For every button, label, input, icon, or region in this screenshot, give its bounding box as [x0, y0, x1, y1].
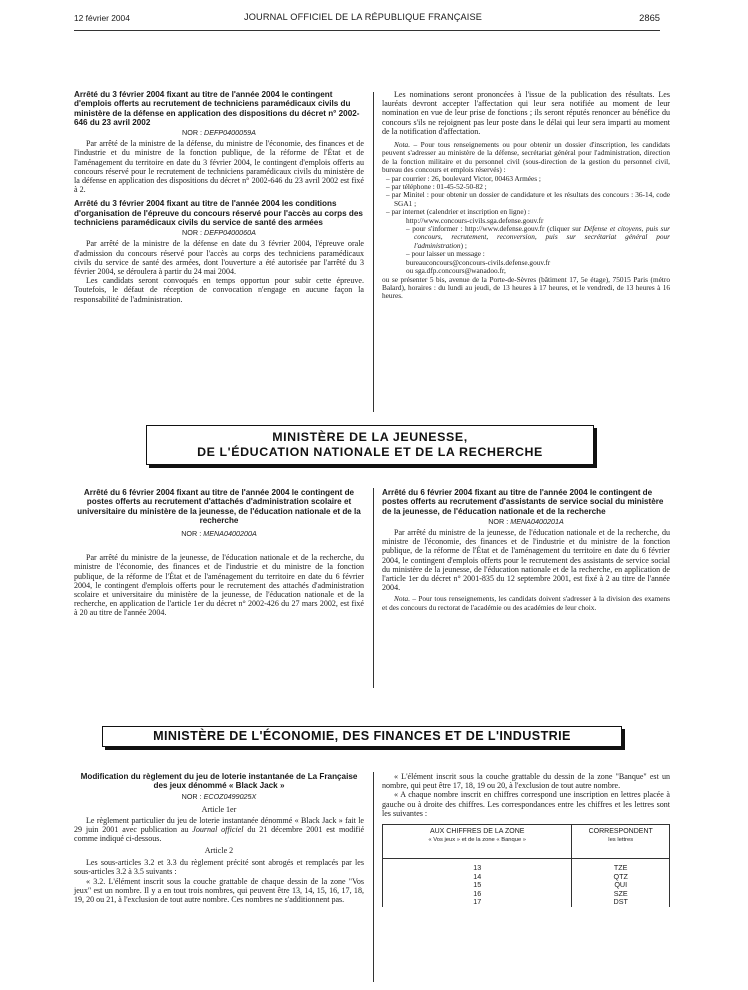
ministry-banner-economy: MINISTÈRE DE L'ÉCONOMIE, DES FINANCES ET DE L'INDUSTRIE — [102, 726, 622, 747]
contact-note — [382, 141, 670, 301]
email-address-alt: ou sga.dfp.concours@wanadoo.fr, — [406, 266, 506, 276]
decree-paragraph: Les candidats seront convoqués en temps opportun pour subir cette épreuve. Toutefois, le défaut de réception de convocation n'engage en aucune façon la responsabilité de l'administration. — [74, 276, 364, 304]
nor-label: NOR : — [182, 128, 202, 138]
table-header-cell — [383, 825, 572, 859]
nor-reference — [74, 127, 364, 139]
nor-code: DEFP0400060A — [204, 228, 256, 238]
banner-line: DE L'ÉDUCATION NATIONALE ET DE LA RECHERCHE — [197, 445, 543, 459]
article-paragraph: Les sous-articles 3.2 et 3.3 du règlement précité sont abrogés et remplacés par les sous-articles 3.2 à 3.5 suivants : — [74, 858, 364, 877]
nor-reference — [74, 791, 364, 803]
number-cell: 15 — [383, 881, 572, 890]
header-rule — [74, 30, 660, 31]
number-cell: 17 — [383, 898, 572, 907]
table-header-row — [383, 825, 670, 859]
journal-title: JOURNAL OFFICIEL DE LA RÉPUBLIQUE FRANÇAISE — [244, 12, 483, 22]
internet-url: http://www.concours-civils.sga.defense.gouv.fr — [406, 215, 544, 225]
nor-code: ECOZ0499025X — [203, 791, 257, 801]
article-paragraph: « 3.2. L'élément inscrit sous la couche grattable de chaque dessin de la zone "Vos jeux" est un nombre. Il y a en tout trois nombres, qui peuvent être 13, 14, 15, 16, 17, 18, 19, 20 ou 21, à l'exclusion de tout autre nombre. Ces nombres ne s'additionnent pas. — [74, 876, 364, 905]
column-subheader: les lettres — [608, 837, 634, 844]
right-column-bottom — [382, 772, 670, 907]
ministry-banner-education — [146, 425, 594, 465]
article-text: du 21 décembre 2001 est modifié comme indiqué ci-dessous. — [74, 824, 365, 843]
letters-cell: TZE — [572, 859, 670, 873]
nota-label: Nota. — [394, 594, 411, 604]
article-paragraph — [74, 816, 364, 844]
article-heading: Article 1er — [201, 804, 237, 814]
nota-text: – Pour tous renseignements, les candidats doivent s'adresser à la division des examens et des concours du rectorat de l'académie ou des académies de leur choix. — [382, 594, 670, 612]
number-cell: 13 — [383, 859, 572, 873]
left-column-middle — [74, 488, 364, 618]
contact-address: ou se présenter 5 bis, avenue de la Porte-de-Sèvres (bâtiment 17, 5e étage), 75015 Paris (métro Balard), horaires : du lundi au jeudi, de 13 heures à 17 heures, et le vendredi, de 13 heures à 16 heures. — [382, 274, 670, 301]
journal-reference: Journal officiel — [192, 824, 244, 834]
article-text: Le règlement particulier du jeu de loterie instantanée dénommé « Black Jack » fait le 29 juin 2001 avec publication au — [74, 815, 364, 834]
nominations-paragraph: Les nominations seront prononcées à l'issue de la publication des résultats. Les lauréats devront accepter l'affectation qui leur sera notifiée au moment de leur nomination en vue de leur prise de fonctions ; ils seront réputés renoncer au bénéfice du concours s'ils ne rejoignent pas leur poste dans le délai qui leur sera imparti au moment de la notification d'affectation. — [382, 90, 670, 136]
info-link-text: – pour s'informer : http://www.defense.gouv.fr (cliquer sur — [406, 224, 584, 234]
left-column-top — [74, 90, 364, 304]
nor-reference — [74, 227, 364, 239]
column-divider-top — [373, 92, 374, 412]
article-heading: Article 2 — [204, 846, 234, 856]
decree-title-attaches: Arrêté du 6 février 2004 fixant au titre de l'année 2004 le contingent de postes offerts au recrutement d'attachés d'administration scolaire et universitaire du ministère de la jeunesse, de l'éducation nationale et de la recherche — [77, 488, 361, 525]
decree-paragraph: Par arrêté du ministre de la jeunesse, de l'éducation nationale et de la recherche, du ministre de l'économie, des finances et de l'industrie et du ministre de la fonction publique, de la réforme de l'État et de l'aménagement du territoire en date du 6 février 2004, le contingent d'emplois offerts pour le recrutement des assistants de service social du ministère de la jeunesse, de l'éducation nationale et de la recherche, en application de l'article 1er du décret n° 2001-835 du 12 septembre 2001, est fixé à 2 au titre de l'année 2004. — [382, 527, 670, 593]
contact-internet: – par internet (calendrier et inscription en ligne) : — [386, 207, 530, 217]
letters-cell: QTZ — [572, 873, 670, 882]
nor-reference — [382, 516, 670, 528]
lottery-rule-title: Modification du règlement du jeu de loterie instantanée de La Française des jeux dénommé « Black Jack » — [80, 772, 358, 791]
decree-title-assistants: Arrêté du 6 février 2004 fixant au titre de l'année 2004 le contingent de postes offerts au recrutement d'assistants de service social du ministère de la jeunesse, de l'éducation nationale et de la recherche — [382, 488, 664, 516]
column-header: AUX CHIFFRES DE LA ZONE — [429, 828, 525, 836]
email-address: bureauconcours@concours-civils.defense.gouv.fr — [406, 257, 551, 267]
contact-phone: – par téléphone : 01-45-52-50-82 ; — [386, 182, 487, 192]
decree-paragraph: Par arrêté de la ministre de la défense, du ministre de l'économie, des finances et de l'industrie et du ministre de la fonction publique, de la réforme de l'État et de l'aménagement du territoire en date du 3 février 2004, le contingent d'emplois offerts au concours réservé pour le recrutement de techniciens paramédicaux civils du ministère de la défense en application des dispositions du décret n° 2002-646 du 23 avril 2002 est fixé à 2. — [74, 139, 364, 195]
running-header — [74, 12, 660, 26]
table-row — [383, 898, 670, 907]
nota-text: – Pour tous renseignements ou pour obtenir un dossier d'inscription, les candidats peuvent s'adresser au ministère de la défense, secrétariat général pour l'administration, direction de la fonction militaire et du personnel civil (sous-direction de la gestion du personnel civil, bureau des concours et emplois réservés) : — [382, 140, 670, 175]
column-divider-middle — [373, 488, 374, 688]
nor-label: NOR : — [182, 228, 202, 238]
contact-message: – pour laisser un message : — [406, 249, 485, 259]
right-column-top — [382, 90, 670, 301]
contact-info-link — [382, 225, 670, 250]
letters-cell: SZE — [572, 890, 670, 899]
nor-label: NOR : — [488, 516, 509, 526]
right-column-middle — [382, 488, 670, 612]
decree-title-defense-1: Arrêté du 3 février 2004 fixant au titre de l'année 2004 le contingent d'emplois offerts au recrutement de techniciens paramédicaux civils du ministère de la défense en application des dispositions du décret n° 2002-646 du 23 avril 2002 — [74, 90, 360, 127]
article-paragraph: « L'élément inscrit sous la couche grattable du dessin de la zone "Banque" est un nombre, qui peut être 17, 18, 19 ou 20, à l'exclusion de tout autre nombre. — [382, 772, 670, 791]
letters-cell: DST — [572, 898, 670, 907]
nor-label: NOR : — [181, 529, 202, 539]
number-cell: 16 — [383, 890, 572, 899]
page-number: 2865 — [639, 12, 660, 23]
contact-minitel: – par Minitel : pour obtenir un dossier de candidature et les résultats des concours : 36-14, code SGA1 ; — [386, 190, 670, 208]
nor-code: MENA0400201A — [510, 516, 564, 526]
correspondence-table — [382, 824, 670, 907]
nor-label: NOR : — [181, 791, 202, 801]
decree-title-defense-2: Arrêté du 3 février 2004 fixant au titre de l'année 2004 les conditions d'organisation de l'épreuve du concours réservé pour l'accès au corps des techniciens paramédicaux civils du service de santé des armées — [74, 199, 363, 227]
nota-label: Nota. — [394, 140, 411, 150]
header-date: 12 février 2004 — [74, 13, 130, 23]
nor-code: DEFP0400059A — [204, 128, 256, 138]
table-row — [383, 859, 670, 873]
left-column-bottom — [74, 772, 364, 904]
banner-line: MINISTÈRE DE LA JEUNESSE, — [272, 430, 468, 444]
info-link-end: ) ; — [460, 240, 467, 250]
nor-reference — [74, 528, 364, 540]
nota — [382, 595, 670, 612]
article-paragraph: « A chaque nombre inscrit en chiffres correspond une inscription en lettres placée à gauche ou à droite des chiffres. Les correspondances entre les chiffres et les lettres sont les suivantes : — [382, 790, 670, 818]
decree-paragraph: Par arrêté du ministre de la jeunesse, de l'éducation nationale et de la recherche, du ministre de l'économie, des finances et de l'industrie et du ministre de la fonction publique, de la réforme de l'État et de l'aménagement du territoire en date du 6 février 2004, le contingent d'emplois offerts pour le recrutement des attachés d'administration scolaire et universitaire du ministère de la jeunesse, de l'éducation nationale et de la recherche, en application de l'article 1er du décret n° 2002-426 du 27 mars 2002, est fixé à 20 au titre de l'année 2004. — [74, 553, 364, 618]
number-cell: 14 — [383, 873, 572, 882]
contact-mail: – par courrier : 26, boulevard Victor, 00463 Armées ; — [386, 173, 541, 183]
nor-code: MENA0400200A — [203, 529, 257, 539]
info-link-path: Défense et citoyens, puis sur concours, recrutement, reconversion, puis sur secrétariat général pour l'administration — [414, 224, 670, 250]
table-header-cell — [572, 825, 670, 859]
letters-cell: QUI — [572, 881, 670, 890]
column-divider-bottom — [373, 772, 374, 982]
column-subheader: « Vos jeux » et de la zone « Banque » — [428, 837, 527, 844]
decree-paragraph: Par arrêté de la ministre de la défense en date du 3 février 2004, l'épreuve orale d'admission du concours réservé pour l'accès au corps des techniciens paramédicaux civils du service de santé des armées, dont l'ouverture a été autorisée par l'arrêté du 3 février 2004, se déroulera à partir du 24 mai 2004. — [74, 239, 364, 276]
column-header: CORRESPONDENT — [588, 828, 653, 836]
